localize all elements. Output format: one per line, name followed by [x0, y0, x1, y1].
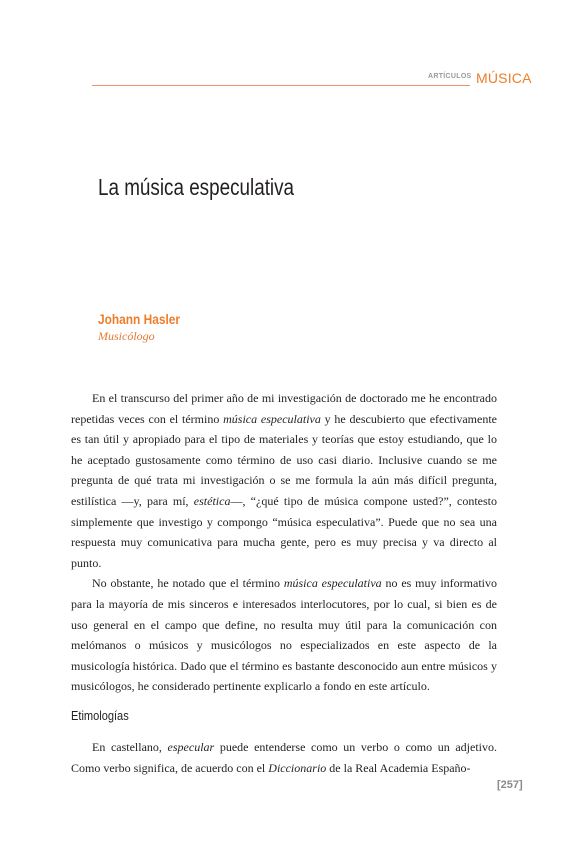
emphasized-term: estética	[193, 493, 231, 508]
paragraph-text: y he descubierto que efectivamente es tan útil y apropiado para el tipo de materiales y teorías que estoy estudiando, que lo he aceptado gustosamente como término de uso casi diario. Inclusive cuando se me pregunta de qué trata mi investigación o se me formula la aún más difícil pregunta, estilística —y, para mí,	[71, 411, 497, 508]
paragraph-text: En el transcurso del primer año de mi investigación de doctorado me he encontrado repetidas veces con el término	[71, 391, 497, 426]
paragraph-text: No obstante, he notado que el término	[92, 576, 284, 591]
paragraph-text: puede entenderse como un verbo o como un adjetivo. Como verbo significa, de acuerdo con el	[71, 739, 497, 775]
section-label: ARTÍCULOS	[428, 73, 472, 80]
author-role: Musicólogo	[98, 329, 155, 343]
author-name: Johann Hasler	[98, 311, 181, 327]
paragraph-text: no es muy informativo para la mayoría de mis sinceros e interesados interlocutores, por lo cual, si bien es de uso general en el campo que define, no resulta muy útil para la comunicación con melómanos o músicos y musicólogos no especializados en este aspecto de la musicología histórica. Dado que el término es bastante desconocido aun entre músicos y musicólogos, he considerado pertinente explicarlo a fondo en este artículo.	[71, 576, 497, 694]
category-label: MÚSICA	[476, 70, 532, 86]
paragraph	[71, 737, 497, 778]
section-heading: Etimologías	[71, 707, 129, 723]
paragraph	[71, 388, 497, 573]
paragraph	[71, 573, 497, 697]
paragraph-text: de la Real Academia Españo-	[326, 760, 471, 775]
header-rule	[92, 85, 470, 86]
emphasized-term: música especulativa	[283, 576, 382, 591]
paragraph-text: —, “¿qué tipo de música compone usted?”, contesto simplemente que investigo y compongo “música especulativa”. Puede que no sea una respuesta muy comunicativa para mucha gente, pero es muy precisa y va directo al punto.	[71, 493, 498, 570]
page-number: [257]	[497, 779, 523, 791]
emphasized-term: música especulativa	[223, 411, 321, 426]
article-title: La música especulativa	[98, 174, 295, 200]
emphasized-term: especular	[167, 739, 215, 754]
emphasized-term: Diccionario	[268, 760, 327, 775]
paragraph-text: En castellano,	[92, 739, 168, 754]
article-body	[71, 388, 497, 778]
